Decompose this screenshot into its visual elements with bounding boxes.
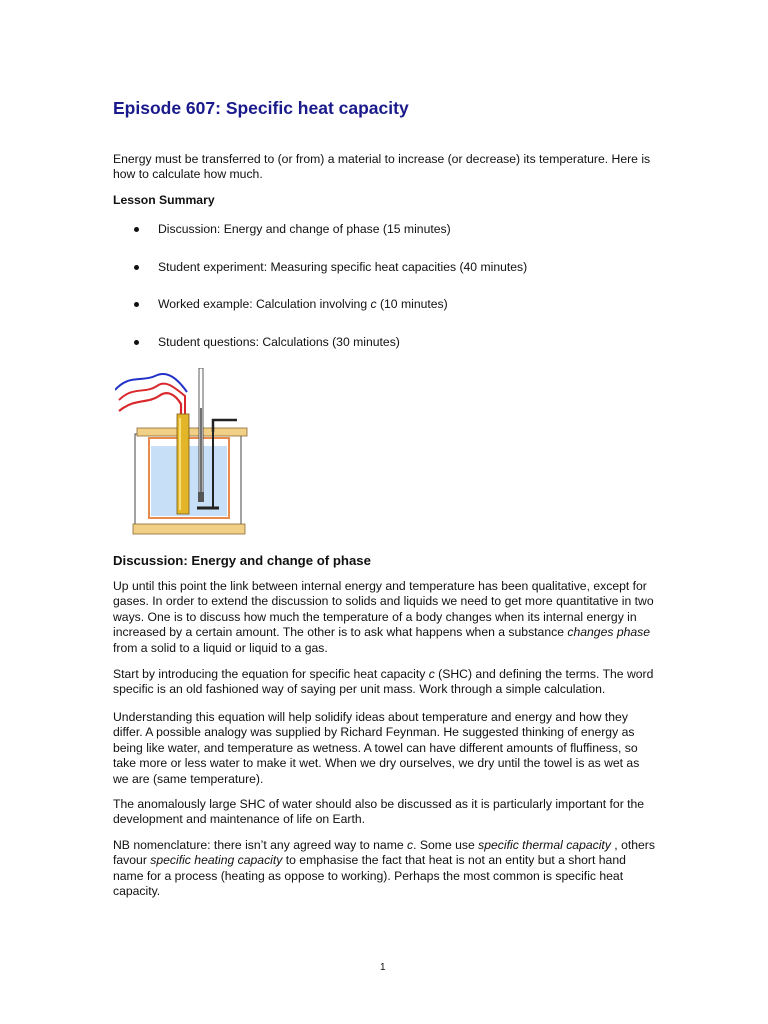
heater-highlight: [179, 418, 181, 510]
immersion-heater: [177, 414, 189, 514]
bullet-icon: [134, 302, 139, 307]
paragraph: The anomalously large SHC of water should also be discussed as it is particularly important for the development and maintenance of life on Earth.: [113, 797, 645, 827]
paragraph: Up until this point the link between internal energy and temperature has been qualitative, except for gases. In order to extend the discussion to solids and liquids we need to get more quantitative in two ways. One is to discuss how much the temperature of a body changes when its internal energy in increased by a certain amount. The other is to ask what happens when a substance changes phase from a solid to a liquid or liquid to a gas.: [113, 579, 654, 655]
paragraph: NB nomenclature: there isn’t any agreed way to name c. Some use specific thermal capacity , others favour specific heating capacity to emphasise the fact that heat is not an entity but a short hand name for a process (heating as oppose to working). Perhaps the most common is specific heat capacity.: [113, 838, 655, 899]
lesson-item-text: Discussion: Energy and change of phase (15 minutes): [158, 222, 451, 236]
paragraph: Understanding this equation will help solidify ideas about temperature and energy and how they differ. A possible analogy was supplied by Richard Feynman. He suggested thinking of energy as being like water, and temperature as wetness. A towel can have different amounts of fluffiness, so take more or less water to make it wet. When we dry ourselves, we dry until the towel is as wet as we are (same temperature).: [113, 710, 640, 786]
calorimeter-apparatus-figure: [115, 368, 250, 538]
base: [133, 524, 245, 534]
bullet-icon: [134, 340, 139, 345]
bullet-icon: [134, 227, 139, 232]
page-number: 1: [380, 962, 386, 973]
lesson-summary-heading: Lesson Summary: [113, 193, 215, 207]
red-wire: [119, 393, 181, 414]
intro-paragraph: Energy must be transferred to (or from) a material to increase (or decrease) its temperature. Here is how to calculate how much.: [113, 152, 651, 182]
lesson-item-text: Student questions: Calculations (30 minutes): [158, 335, 400, 349]
thermometer-bulb: [198, 492, 204, 502]
lesson-item-text: Worked example: Calculation involving c (10 minutes): [158, 297, 448, 311]
paragraph: Start by introducing the equation for specific heat capacity c (SHC) and defining the terms. The word specific is an old fashioned way of saying per unit mass. Work through a simple calculation.: [113, 667, 654, 697]
bullet-icon: [134, 265, 139, 270]
section-heading: Discussion: Energy and change of phase: [113, 553, 371, 568]
lid: [137, 428, 247, 436]
page-title: Episode 607: Specific heat capacity: [113, 98, 409, 118]
lesson-item-text: Student experiment: Measuring specific heat capacities (40 minutes): [158, 260, 528, 274]
